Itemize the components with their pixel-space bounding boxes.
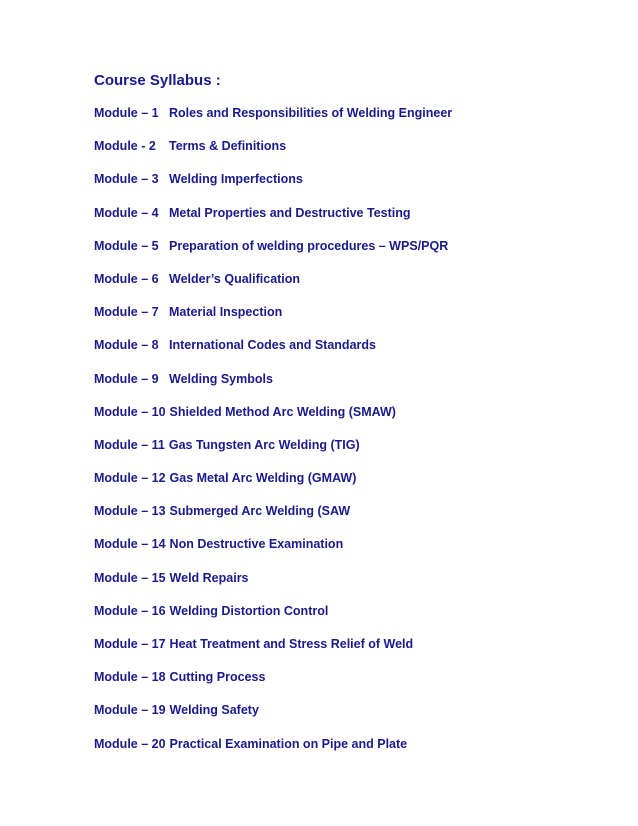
module-item [94, 702, 614, 735]
module-title: Terms & Definitions [169, 139, 287, 154]
module-item [94, 238, 614, 271]
module-number: Module – 10 [94, 404, 166, 419]
module-number: Module – 13 [94, 504, 166, 519]
module-number: Module – 3 [94, 172, 159, 187]
module-title: Preparation of welding procedures – WPS/PQR [169, 238, 449, 253]
module-item [94, 470, 614, 503]
module-item [94, 736, 614, 769]
module-title: Welding Safety [169, 703, 259, 718]
module-number: Module - 2 [94, 139, 156, 154]
module-number: Module – 12 [94, 471, 166, 486]
module-title: Practical Examination on Pipe and Plate [169, 736, 408, 751]
module-item [94, 536, 614, 569]
module-number: Module – 1 [94, 106, 159, 120]
module-number: Module – 20 [94, 736, 166, 751]
module-title: International Codes and Standards [169, 338, 376, 353]
module-number: Module – 11 [94, 437, 165, 452]
page-title: Course Syllabus : [94, 72, 221, 89]
module-title: Cutting Process [169, 670, 266, 685]
module-item [94, 105, 614, 138]
module-number: Module – 18 [94, 670, 166, 685]
module-title: Non Destructive Examination [169, 537, 344, 552]
module-item [94, 437, 614, 470]
module-list [94, 105, 614, 769]
module-item [94, 138, 614, 171]
module-item [94, 205, 614, 238]
module-number: Module – 14 [94, 537, 166, 552]
module-number: Module – 9 [94, 371, 159, 386]
module-title: Metal Properties and Destructive Testing [169, 205, 411, 220]
module-title: Gas Tungsten Arc Welding (TIG) [168, 437, 360, 452]
module-number: Module – 15 [94, 570, 166, 585]
syllabus-page [94, 71, 614, 751]
module-item [94, 404, 614, 437]
module-title: Welding Imperfections [169, 172, 303, 187]
module-title: Weld Repairs [169, 570, 249, 585]
module-item [94, 636, 614, 669]
module-title: Heat Treatment and Stress Relief of Weld [169, 637, 414, 651]
module-item [94, 570, 614, 603]
module-title: Welder’s Qualification [169, 271, 301, 286]
module-item [94, 603, 614, 636]
module-number: Module – 6 [94, 271, 159, 286]
module-title: Submerged Arc Welding (SAW [169, 504, 351, 519]
module-title: Gas Metal Arc Welding (GMAW) [169, 471, 357, 486]
module-item [94, 171, 614, 204]
module-item [94, 304, 614, 337]
module-number: Module – 19 [94, 703, 166, 718]
module-number: Module – 7 [94, 305, 159, 320]
module-title: Welding Symbols [169, 371, 273, 386]
module-number: Module – 17 [94, 637, 166, 651]
module-title: Welding Distortion Control [169, 603, 329, 618]
module-title: Shielded Method Arc Welding (SMAW) [169, 404, 396, 419]
module-number: Module – 16 [94, 603, 166, 618]
module-title: Material Inspection [169, 305, 283, 320]
module-number: Module – 5 [94, 238, 159, 253]
module-number: Module – 4 [94, 205, 159, 220]
module-item [94, 669, 614, 702]
module-item [94, 271, 614, 304]
module-item [94, 371, 614, 404]
module-item [94, 337, 614, 370]
module-item [94, 503, 614, 536]
module-number: Module – 8 [94, 338, 159, 353]
module-title: Roles and Responsibilities of Welding Engineer [169, 106, 453, 120]
